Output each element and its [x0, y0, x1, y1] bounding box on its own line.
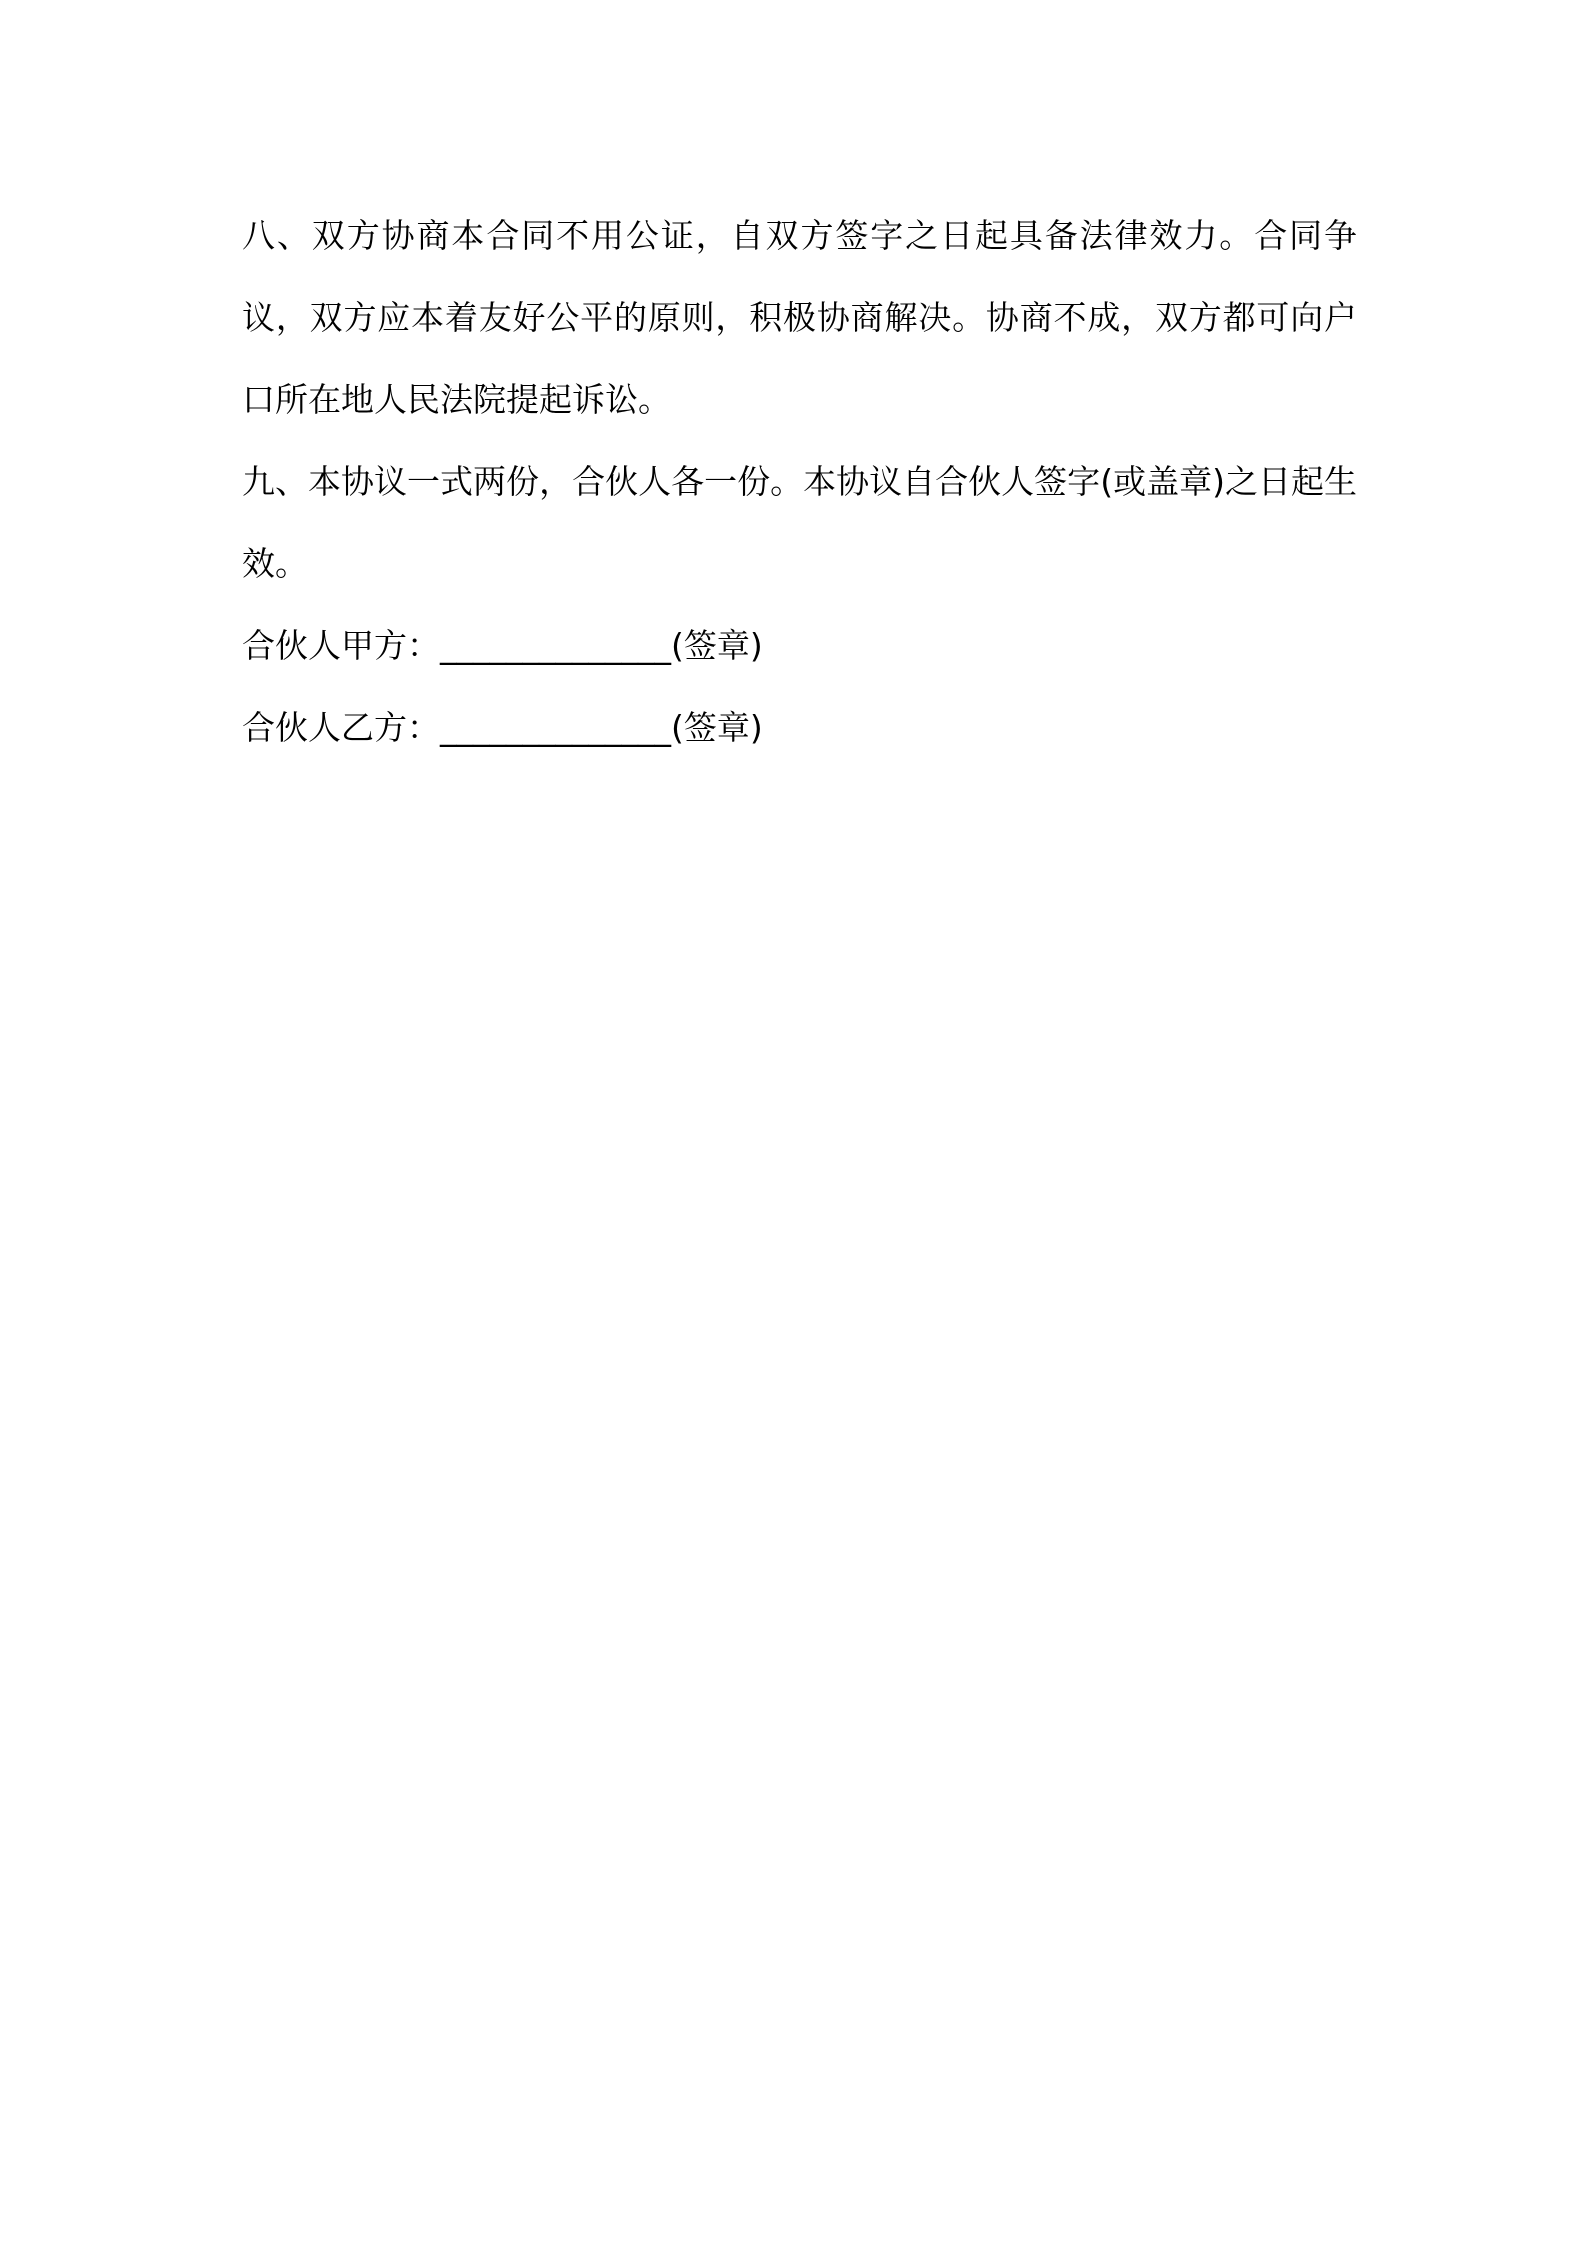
document-body	[242, 195, 1357, 769]
clause-nine: 九、本协议一式两份，合伙人各一份。本协议自合伙人签字(或盖章)之日起生效。	[242, 462, 1357, 583]
signature-line-party-b: 合伙人乙方：______________(签章)	[242, 708, 763, 747]
clause-eight: 八、双方协商本合同不用公证，自双方签字之日起具备法律效力。合同争议，双方应本着友好公平的原则，积极协商解决。协商不成，双方都可向户口所在地人民法院提起诉讼。	[242, 216, 1357, 419]
signature-line-party-a: 合伙人甲方：______________(签章)	[242, 626, 763, 665]
